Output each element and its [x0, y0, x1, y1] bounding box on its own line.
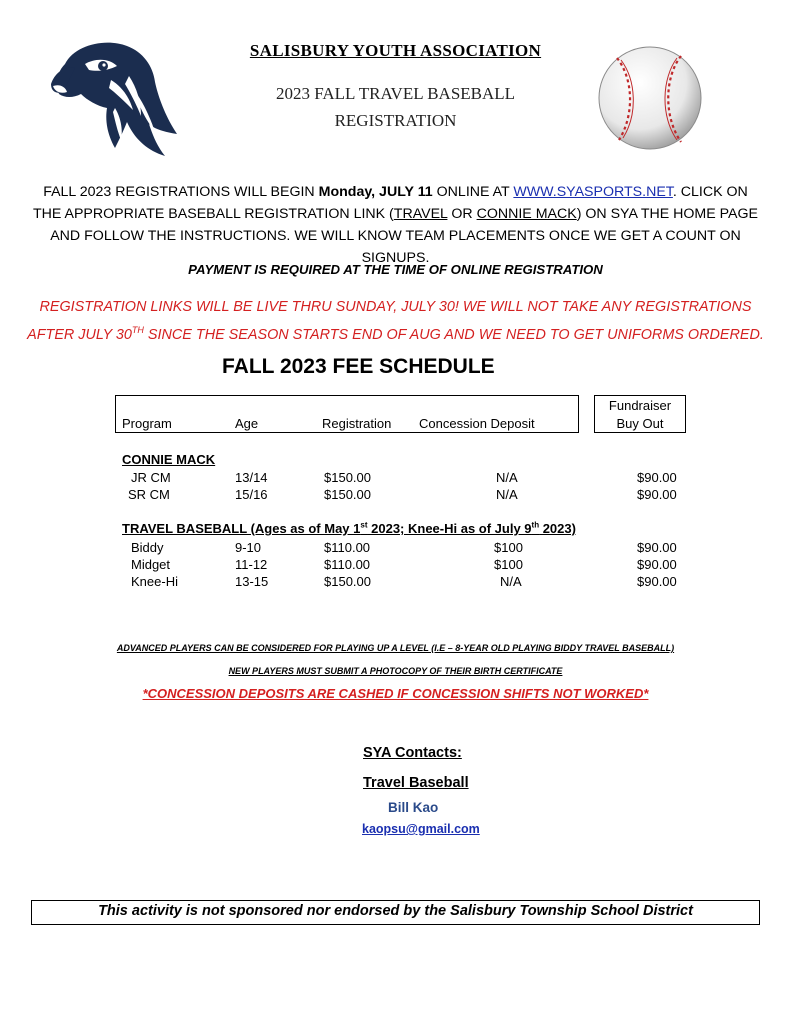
row-age: 13-15: [235, 574, 269, 589]
concession-deposit-notice: *CONCESSION DEPOSITS ARE CASHED IF CONCESSION SHIFTS NOT WORKED*: [142, 686, 649, 701]
contact-email-link[interactable]: kaopsu@gmail.com: [362, 822, 480, 836]
travel-baseball-heading: [122, 520, 576, 537]
row-program: Midget: [131, 557, 171, 572]
travel-heading-text: 2023; Knee-Hi as of July 9: [367, 521, 532, 536]
travel-heading-sup: st: [360, 520, 368, 530]
row-registration: $110.00: [324, 557, 371, 572]
header-program: Program: [122, 416, 172, 431]
row-concession: N/A: [496, 470, 518, 485]
row-age: 15/16: [235, 487, 268, 502]
row-program: JR CM: [131, 470, 171, 485]
row-registration: $110.00: [324, 540, 371, 555]
intro-date: Monday, JULY 11: [318, 184, 433, 200]
intro-text: FALL 2023 REGISTRATIONS WILL BEGIN: [43, 184, 319, 200]
registration-deadline-notice: [20, 296, 771, 347]
connie-mack-heading: CONNIE MACK: [122, 452, 216, 467]
header-registration: Registration: [322, 416, 392, 431]
organization-title: SALISBURY YOUTH ASSOCIATION: [249, 41, 542, 60]
row-concession: $100: [494, 540, 523, 555]
contacts-heading: SYA Contacts:: [363, 745, 462, 761]
row-program: Knee-Hi: [131, 574, 178, 589]
row-registration: $150.00: [324, 487, 371, 502]
travel-heading-sup: th: [531, 520, 540, 530]
header-age: Age: [235, 416, 259, 431]
row-fundraiser: $90.00: [637, 540, 677, 555]
row-fundraiser: $90.00: [637, 557, 677, 572]
row-fundraiser: $90.00: [637, 487, 677, 502]
birth-certificate-notice: NEW PLAYERS MUST SUBMIT A PHOTOCOPY OF THEIR BIRTH CERTIFICATE: [228, 666, 563, 676]
row-age: 13/14: [235, 470, 268, 485]
deadline-line2: [20, 319, 771, 347]
contact-name: Bill Kao: [388, 800, 439, 815]
row-fundraiser: $90.00: [637, 470, 677, 485]
intro-text: OR: [447, 206, 477, 222]
deadline-text: AFTER JULY 30: [27, 326, 132, 343]
connie-mack-link-text: CONNIE MACK: [476, 206, 577, 222]
row-concession: N/A: [496, 487, 518, 502]
deadline-sup: TH: [131, 325, 144, 335]
row-fundraiser: $90.00: [637, 574, 677, 589]
intro-text: ONLINE AT: [432, 184, 514, 200]
row-concession: N/A: [500, 574, 522, 589]
row-program: SR CM: [128, 487, 170, 502]
row-age: 11-12: [235, 557, 268, 572]
header-fundraiser-line2: Buy Out: [616, 416, 664, 431]
advanced-players-notice: ADVANCED PLAYERS CAN BE CONSIDERED FOR PLAYING UP A LEVEL (I.E – 8-YEAR OLD PLAYING BIDDY TRAVEL BASEBALL): [116, 643, 675, 653]
deadline-line1: REGISTRATION LINKS WILL BE LIVE THRU SUNDAY, JULY 30! WE WILL NOT TAKE ANY REGISTRATIONS: [39, 299, 752, 315]
website-link[interactable]: WWW.SYASPORTS.NET: [513, 184, 673, 200]
row-age: 9-10: [235, 540, 262, 555]
payment-notice: PAYMENT IS REQUIRED AT THE TIME OF ONLINE REGISTRATION: [188, 262, 603, 277]
fee-schedule-title: FALL 2023 FEE SCHEDULE: [222, 355, 495, 378]
row-program: Biddy: [131, 540, 164, 555]
header-concession: Concession Deposit: [419, 416, 535, 431]
header-fundraiser-line1: Fundraiser: [608, 398, 672, 413]
intro-text: ) ON SYA THE HOME PAGE AND FOLLOW THE INSTRUCTIONS. WE WILL KNOW TEAM PLACEMENTS ONCE WE GET A COUNT ON SIGNUPS.: [50, 206, 759, 266]
disclaimer-text: This activity is not sponsored nor endorsed by the Salisbury Township School District: [98, 903, 693, 919]
travel-heading-text: 2023): [539, 521, 576, 536]
season-title-line2: REGISTRATION: [334, 111, 457, 130]
row-registration: $150.00: [324, 470, 371, 485]
season-title: [0, 80, 791, 134]
row-concession: $100: [494, 557, 523, 572]
row-registration: $150.00: [324, 574, 371, 589]
travel-link-text: TRAVEL: [393, 206, 448, 222]
season-title-line1: 2023 FALL TRAVEL BASEBALL: [275, 84, 516, 103]
intro-text: . CLICK ON THE APPROPRIATE BASEBALL REGISTRATION LINK (: [32, 184, 748, 222]
travel-heading-text: TRAVEL BASEBALL (Ages as of May 1: [122, 521, 361, 536]
deadline-text: SINCE THE SEASON STARTS END OF AUG AND WE NEED TO GET UNIFORMS ORDERED.: [143, 326, 764, 343]
contacts-category: Travel Baseball: [363, 775, 469, 791]
registration-intro: [30, 181, 761, 269]
